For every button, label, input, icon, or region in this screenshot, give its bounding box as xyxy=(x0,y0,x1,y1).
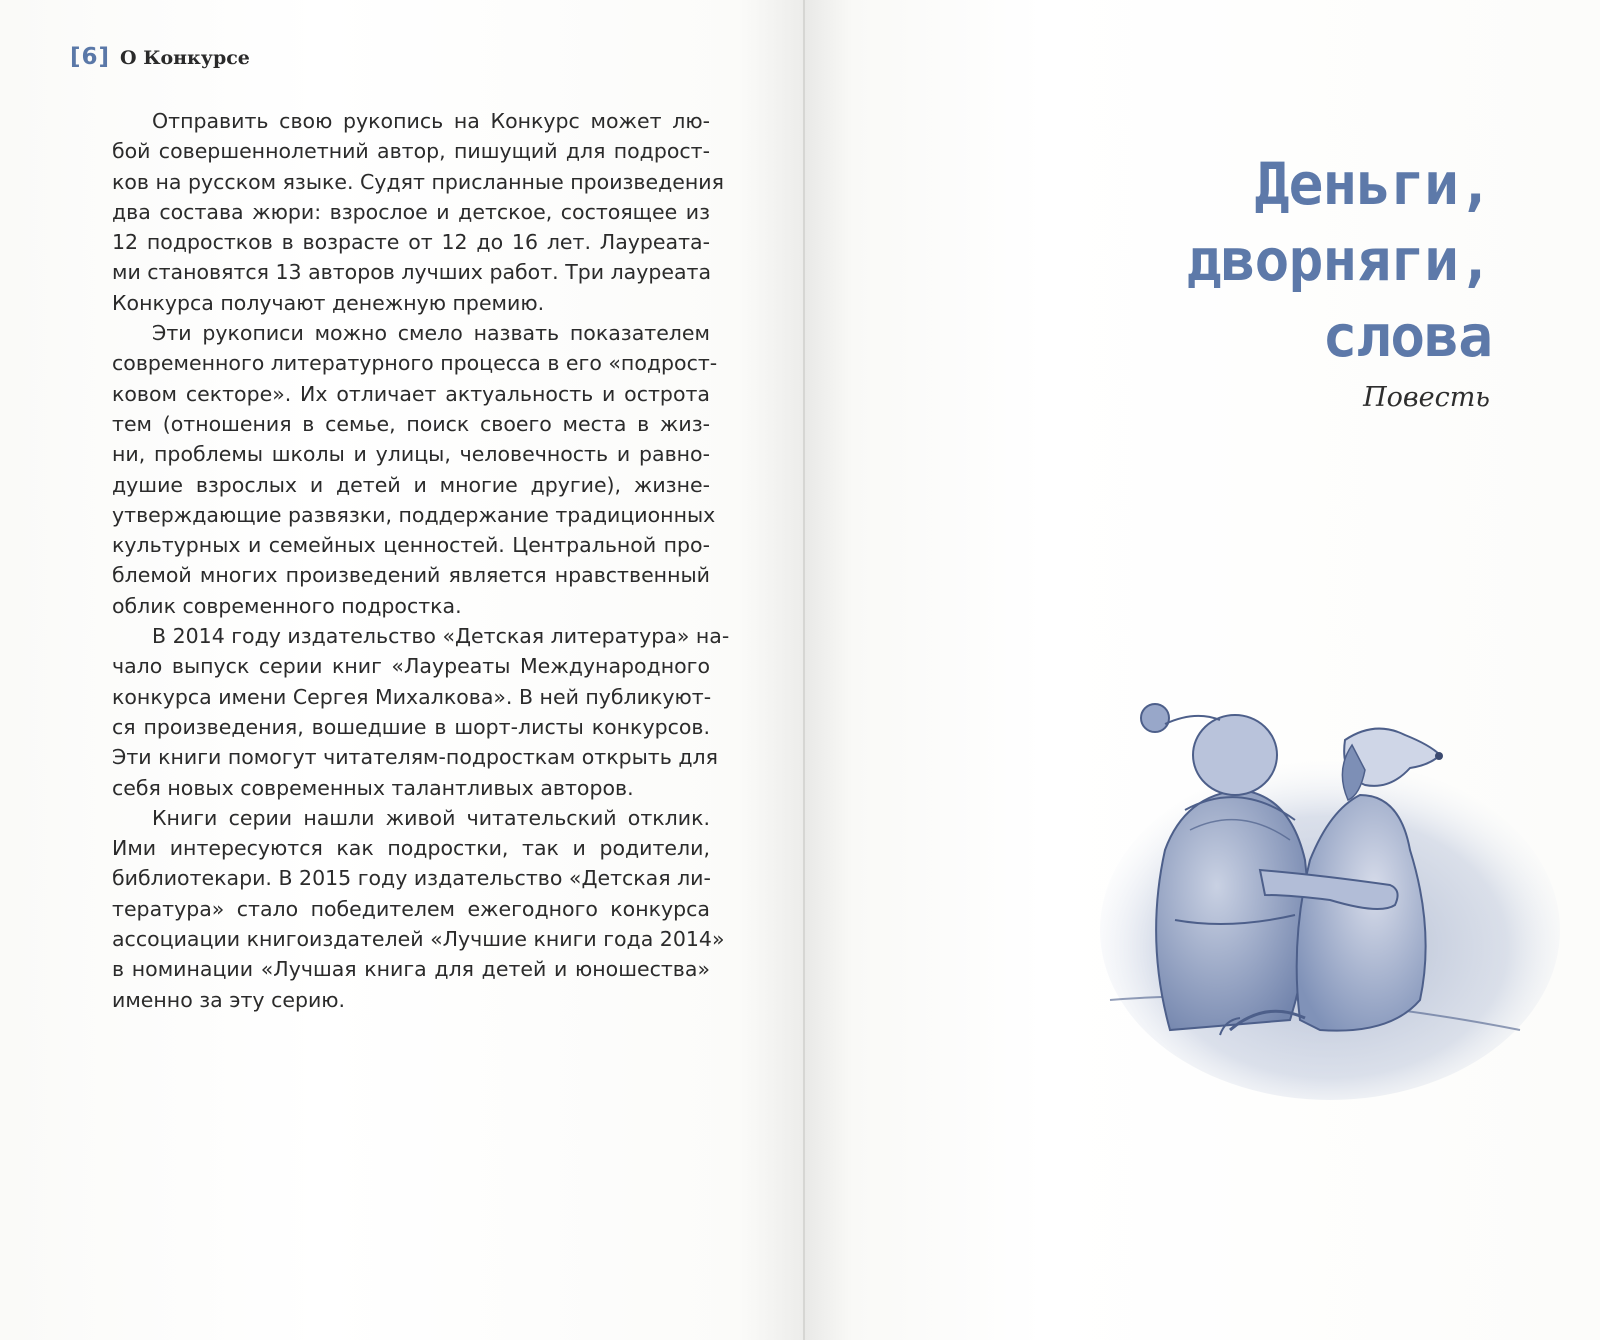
genre-label: Повесть xyxy=(1363,382,1490,413)
title-line: слова xyxy=(1322,302,1492,370)
paragraph-2 xyxy=(112,318,718,621)
text-line: Отправить свою рукопись на Конкурс может лю- xyxy=(152,109,710,133)
text-line: именно за эту серию. xyxy=(112,987,346,1012)
text-line: Конкурса получают денежную премию. xyxy=(112,290,545,315)
text-line: утверждающие развязки, поддержание традиционных xyxy=(112,502,716,527)
text-line: Книги серии нашли живой читательский отклик. xyxy=(152,805,710,830)
text-line: ассоциации книгоиздателей «Лучшие книги года 2014» xyxy=(112,927,725,952)
title-line: Деньги, xyxy=(1254,150,1492,218)
body-text xyxy=(112,106,730,1015)
paragraph-1 xyxy=(112,106,724,318)
text-line: в номинации «Лучшая книга для детей и юношества» xyxy=(112,957,710,982)
title-line: дворняги, xyxy=(1186,226,1492,294)
paragraph-4 xyxy=(112,803,725,1015)
text-line: 12 подростков в возрасте от 12 до 16 лет. Лауреата- xyxy=(112,230,710,255)
running-head xyxy=(70,44,250,70)
text-line: библиотекари. В 2015 году издательство «Детская ли- xyxy=(112,866,711,891)
text-line: конкурса имени Сергея Михалкова». В ней публикуют- xyxy=(112,684,712,709)
section-title: О Конкурсе xyxy=(120,47,250,69)
text-line: ковом секторе». Их отличает актуальность и острота xyxy=(112,381,710,406)
text-line: ни, проблемы школы и улицы, человечность и равно- xyxy=(112,442,710,467)
text-line: чало выпуск серии книг «Лауреаты Международного xyxy=(112,654,710,679)
text-line: блемой многих произведений является нравственный xyxy=(112,563,710,588)
text-line: ся произведения, вошедшие в шорт-листы конкурсов. xyxy=(112,714,710,739)
text-line: культурных и семейных ценностей. Центральной про- xyxy=(112,533,710,558)
text-line: облик современного подростка. xyxy=(112,593,462,618)
girl-and-dog-illustration xyxy=(1090,700,1570,1100)
text-line: бой совершеннолетний автор, пишущий для подрост- xyxy=(112,139,710,164)
book-title xyxy=(1187,146,1492,374)
text-line: современного литературного процесса в его «подрост- xyxy=(112,351,718,376)
text-line: ми становятся 13 авторов лучших работ. Три лауреата xyxy=(112,260,712,285)
page-number: [6] xyxy=(70,44,111,70)
text-line: тем (отношения в семье, поиск своего места в жиз- xyxy=(112,411,710,436)
text-line: ков на русском языке. Судят присланные произведения xyxy=(112,169,724,194)
paragraph-3 xyxy=(112,621,730,803)
text-line: Эти рукописи можно смело назвать показателем xyxy=(152,321,710,346)
text-line: душие взрослых и детей и многие другие), жизне- xyxy=(112,472,710,497)
text-line: тература» стало победителем ежегодного конкурса xyxy=(112,896,710,921)
text-line: В 2014 году издательство «Детская литература» на- xyxy=(152,624,730,649)
text-line: Ими интересуются как подростки, так и родители, xyxy=(112,836,710,861)
text-line: себя новых современных талантливых авторов. xyxy=(112,775,634,800)
text-line: два состава жюри: взрослое и детское, состоящее из xyxy=(112,199,710,224)
text-line: Эти книги помогут читателям-подросткам открыть для xyxy=(112,745,718,770)
